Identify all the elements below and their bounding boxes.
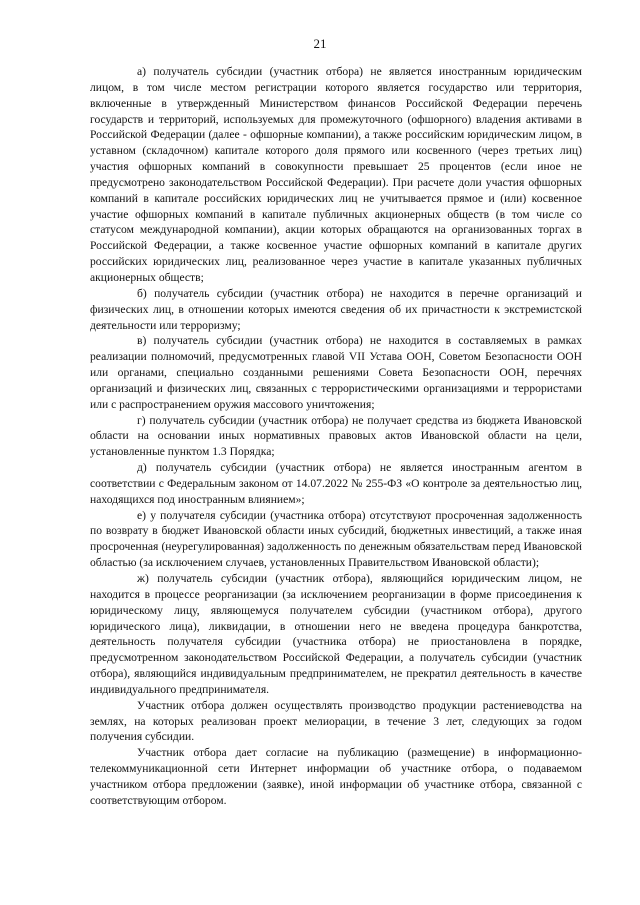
document-body — [90, 64, 582, 809]
paragraph-d-foreign-agent: д) получатель субсидии (участник отбора) не является иностранным агентом в соответствии с Федеральным законом от 14.07.2022 № 255-ФЗ «О контроле за деятельностью лиц, находящихся под иностранным влиянием»; — [90, 461, 582, 506]
paragraph-publication-consent: Участник отбора дает согласие на публикацию (размещение) в информационно-телекоммуникационной сети Интернет информации об участнике отбора, о подаваемом участником отбора предложении (заявке), иной информации об участнике отбора, связанной с соответствующим отбором. — [90, 746, 582, 807]
page-number: 21 — [313, 36, 327, 51]
paragraph-g-budget-funds: г) получатель субсидии (участник отбора) не получает средства из бюджета Ивановской области на основании иных нормативных правовых актов Ивановской области на цели, установленные пунктом 1.3 Порядка; — [90, 413, 582, 459]
paragraph-e-debt: е) у получателя субсидии (участника отбора) отсутствуют просроченная задолженность по возврату в бюджет Ивановской области иных субсидий, бюджетных инвестиций, а также иная просроченная (неурегулированная) задолженность по денежным обязательствам перед Ивановской областью (за исключением случаев, установленных Правительством Ивановской области); — [90, 508, 582, 570]
paragraph-b-extremism: б) получатель субсидии (участник отбора) не находится в перечне организаций и физических лиц, в отношении которых имеются сведения об их причастности к экстремистской деятельности или терроризму; — [90, 286, 582, 332]
paragraph-zh-reorganization: ж) получатель субсидии (участник отбора), являющийся юридическим лицом, не находится в процессе реорганизации (за исключением реорганизации в форме присоединения к юридическому лицу, являющемуся получателем субсидии (участником отбора), другого юридического лица), ликвидации, в отношении него не введена процедура банкротства, деятельность получателя субсидии (участника отбора) не приостановлена в порядке, предусмотренном законодательством Российской Федерации, а получатель субсидии (участник отбора), являющийся индивидуальным предпринимателем, не прекратил деятельность в качестве индивидуального предпринимателя. — [90, 572, 582, 696]
paragraph-a-offshore: а) получатель субсидии (участник отбора) не является иностранным юридическим лицом, в том числе местом регистрации которого является государство или территория, включенные в утвержденный Министерством финансов Российской Федерации перечень государств и территорий, используемых для промежуточного (офшорного) владения активами в Российской Федерации (далее - офшорные компании), а также российским юридическим лицом, в уставном (складочном) капитале которого доля прямого или косвенного (через третьих лиц) участия офшорных компаний в совокупности превышает 25 процентов (если иное не предусмотрено законодательством Российской Федерации). При расчете доли участия офшорных компаний в капитале российских юридических лиц не учитывается прямое и (или) косвенное участие офшорных компаний в капитале публичных акционерных обществ (в том числе со статусом международной компании), акции которых обращаются на организованных торгах в Российской Федерации, а также косвенное участие офшорных компаний в капитале других российских юридических лиц, реализованное через участие в капитале указанных публичных акционерных обществ; — [90, 65, 582, 284]
paragraph-v-un-sanctions: в) получатель субсидии (участник отбора) не находится в составляемых в рамках реализации полномочий, предусмотренных главой VII Устава ООН, Советом Безопасности ООН или органами, специально созданными решениями Совета Безопасности ООН, перечнях организаций и физических лиц, связанных с террористическими организациями и террористами или с распространением оружия массового уничтожения; — [90, 334, 582, 411]
paragraph-production-obligation: Участник отбора должен осуществлять производство продукции растениеводства на землях, на которых реализован проект мелиорации, в течение 3 лет, следующих за годом получения субсидии. — [90, 698, 582, 744]
